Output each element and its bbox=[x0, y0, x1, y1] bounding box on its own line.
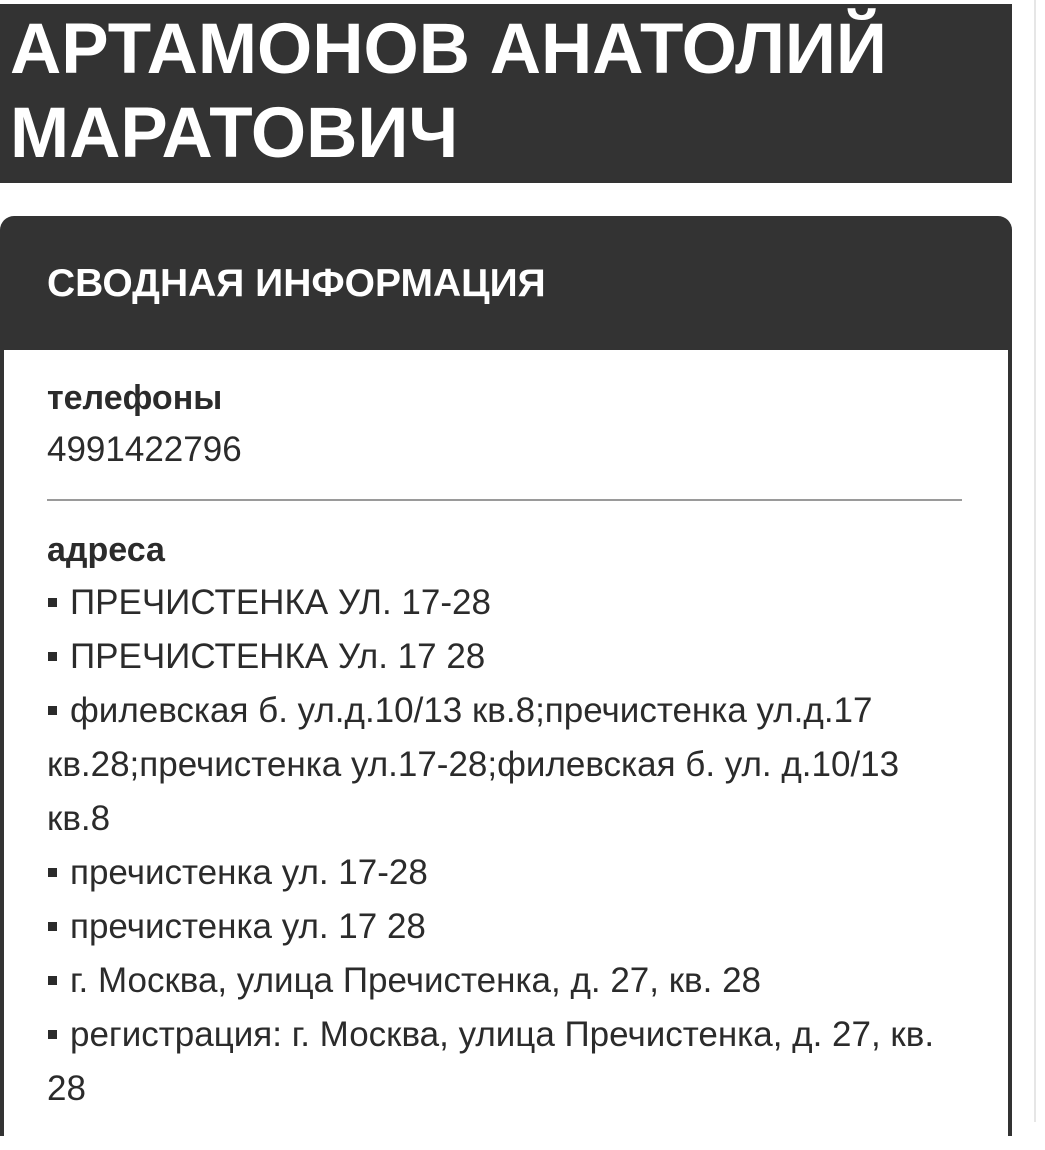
address-text: ПРЕЧИСТЕНКА УЛ. 17-28 bbox=[70, 583, 491, 622]
square-bullet-icon bbox=[48, 706, 57, 715]
square-bullet-icon bbox=[48, 598, 57, 607]
address-item bbox=[47, 576, 962, 630]
addresses-section bbox=[47, 524, 962, 1116]
square-bullet-icon bbox=[48, 922, 57, 931]
phones-section bbox=[47, 372, 962, 476]
addresses-label: адреса bbox=[47, 531, 165, 569]
address-item bbox=[47, 1008, 962, 1116]
address-text: регистрация: г. Москва, улица Пречистенка, д. 27, кв. 28 bbox=[47, 1015, 935, 1108]
summary-title: СВОДНАЯ ИНФОРМАЦИЯ bbox=[47, 262, 546, 305]
address-text: ПРЕЧИСТЕНКА Ул. 17 28 bbox=[70, 637, 486, 676]
page-edge-divider bbox=[1034, 0, 1036, 1122]
address-item bbox=[47, 900, 962, 954]
square-bullet-icon bbox=[48, 868, 57, 877]
phone-number[interactable]: 4991422796 bbox=[47, 430, 242, 469]
phones-label: телефоны bbox=[47, 379, 223, 417]
person-name-banner bbox=[0, 4, 1012, 183]
section-divider bbox=[47, 499, 962, 501]
address-text: пречистенка ул. 17-28 bbox=[70, 853, 428, 892]
summary-card bbox=[0, 216, 1012, 1136]
person-name: АРТАМОНОВ АНАТОЛИЙ МАРАТОВИЧ bbox=[10, 10, 887, 173]
address-text: филевская б. ул.д.10/13 кв.8;пречистенка ул.д.17 кв.28;пречистенка ул.17-28;филевская б. ул. д.10/13 кв.8 bbox=[47, 691, 900, 838]
square-bullet-icon bbox=[48, 652, 57, 661]
summary-card-header bbox=[4, 216, 1008, 350]
address-list bbox=[47, 576, 962, 1116]
address-item bbox=[47, 684, 962, 846]
square-bullet-icon bbox=[48, 1030, 57, 1039]
address-text: пречистенка ул. 17 28 bbox=[70, 907, 426, 946]
summary-card-body bbox=[4, 350, 1008, 1150]
address-item bbox=[47, 630, 962, 684]
address-item bbox=[47, 846, 962, 900]
square-bullet-icon bbox=[48, 976, 57, 985]
address-item bbox=[47, 954, 962, 1008]
address-text: г. Москва, улица Пречистенка, д. 27, кв. 28 bbox=[70, 961, 761, 1000]
